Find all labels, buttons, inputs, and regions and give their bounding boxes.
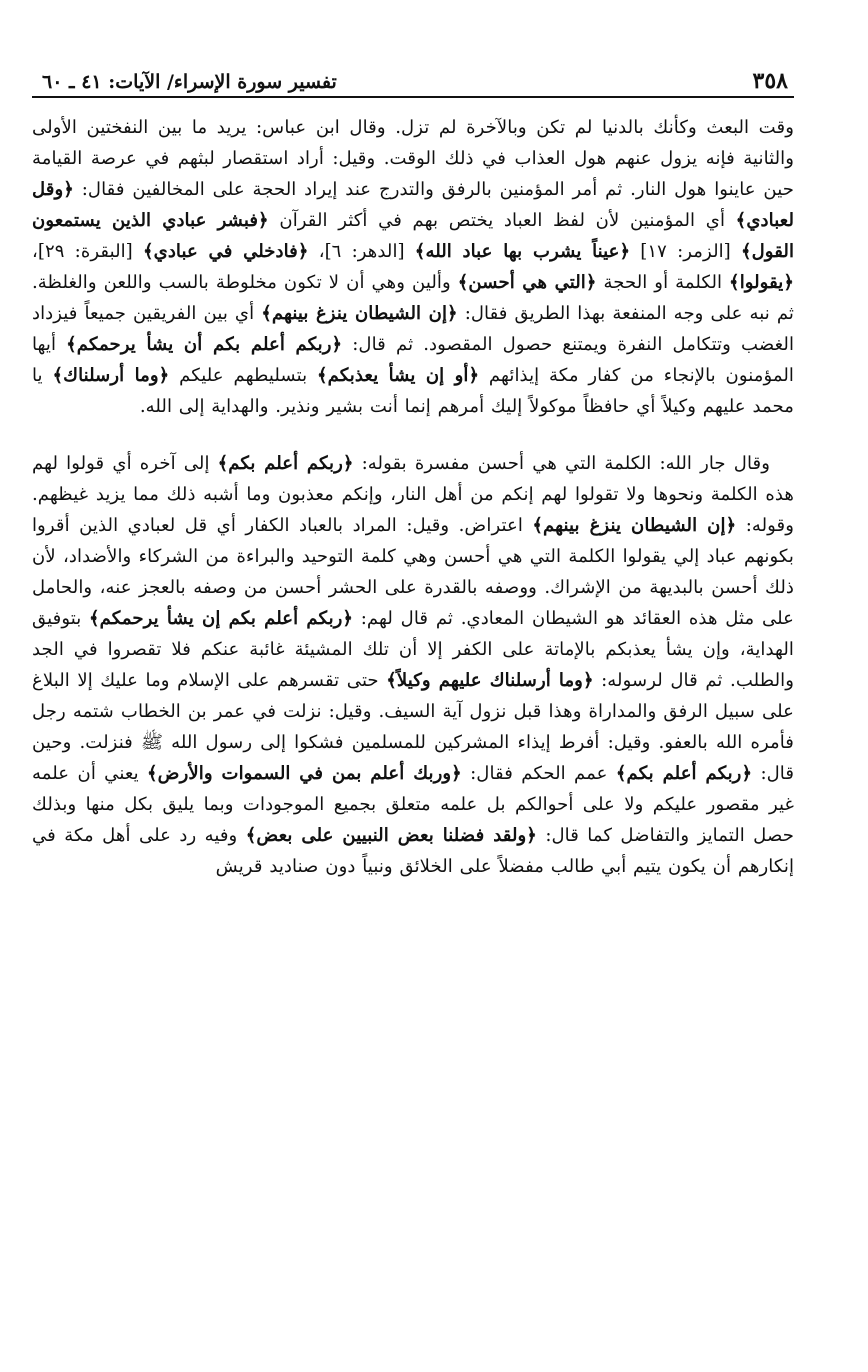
book-page bbox=[32, 64, 794, 1364]
quran-quote: ﴿وقل لعبادي﴾ bbox=[32, 179, 794, 231]
body-text: حتى تقسرهم على الإسلام وما عليك إلا البلاغ على سبيل الرفق والمداراة وهذا قبل نزول آية السيف. وقيل: نزلت في عمر بن الخطاب شتمه رجل فأمره الله بالعفو. وقيل: أفرط إيذاء المشركين للمسلمين فشكوا إلى رسول الله ﷺ فنزلت. وحين قال: bbox=[32, 670, 795, 784]
quran-quote: ﴿وما أرسلناك عليهم وكيلاً﴾ bbox=[386, 670, 594, 691]
body-text: عمم الحكم فقال: bbox=[461, 763, 616, 784]
quran-quote: ﴿يقولوا﴾ bbox=[729, 272, 794, 293]
quran-quote: ﴿ربكم أعلم بكم أن يشأ يرحمكم﴾ bbox=[66, 334, 343, 355]
body-text: بتسليطهم عليكم bbox=[169, 365, 317, 386]
body-text: إلى آخره أي قولوا لهم هذه الكلمة ونحوها ولا تقولوا لهم إنكم من أهل النار، وإنكم معذبون وما أشبه ذلك مما يزيد غيظهم. وقوله: bbox=[32, 453, 794, 536]
body-text: أي بين الفريقين جميعاً فيزداد الغضب وتتكامل النفرة ويمتنع حصول المقصود. ثم قال: bbox=[32, 303, 794, 355]
quran-quote: ﴿فادخلي في عبادي﴾ bbox=[142, 241, 309, 262]
paragraph-2 bbox=[32, 448, 794, 882]
body-text: اعتراض. وقيل: المراد بالعباد الكفار أي قل لعبادي الذين أقروا بكونهم عباد إلي يقولوا الكلمة التي هي أحسن وهي كلمة التوحيد والبراءة من الشركاء والأضداد، لأن ذلك أحسن بالبديهة من الإشراك. ووصفه بالقدرة على الحشر أحسن من وصفه بالعجز عنه، والحامل على مثل هذه العقائد هو الشيطان المعادي. ثم قال لهم: bbox=[32, 515, 795, 629]
quran-quote: ﴿عيناً يشرب بها عباد الله﴾ bbox=[414, 241, 631, 262]
quran-quote: ﴿وما أرسلناك﴾ bbox=[52, 365, 170, 386]
body-text: [الدهر: ٦]، bbox=[308, 241, 415, 262]
quran-quote: ﴿وربك أعلم بمن في السموات والأرض﴾ bbox=[147, 763, 462, 784]
quran-quote: ﴿التي هي أحسن﴾ bbox=[457, 272, 597, 293]
quran-quote: ﴿إن الشيطان ينزغ بينهم﴾ bbox=[532, 515, 737, 536]
body-text: يا محمد عليهم وكيلاً أي حافظاً موكولاً إليك أمرهم إنما أنت بشير ونذير. والهداية إلى الله. bbox=[32, 365, 794, 417]
body-text: بتوفيق الهداية، وإن يشأ يعذبكم بالإماتة على الكفر إلا أن تلك المشيئة غائبة عنكم فلا تقصروا في الجد والطلب. ثم قال لرسوله: bbox=[32, 608, 794, 691]
body-text: يعني أن علمه غير مقصور عليكم ولا على أحوالكم بل علمه متعلق بجميع الموجودات وبما يليق بكل منها وبذلك حصل التمايز والتفاضل كما قال: bbox=[32, 763, 794, 846]
quran-quote: ﴿فبشر عبادي الذين يستمعون القول﴾ bbox=[32, 210, 794, 262]
quran-quote: ﴿أو إن يشأ يعذبكم﴾ bbox=[317, 365, 480, 386]
body-text: وقت البعث وكأنك بالدنيا لم تكن وبالآخرة لم تزل. وقال ابن عباس: يريد ما بين النفختين الأولى والثانية فإنه يزول عنهم هول العذاب في ذلك الوقت. وقيل: أراد استقصار لبثهم في عرصة القيامة حين عاينوا هول النار. ثم أمر المؤمنين بالرفق والتدرج عند إيراد الحجة على المخالفين فقال: bbox=[32, 117, 794, 200]
body-text: أي المؤمنين لأن لفظ العباد يختص بهم في أكثر القرآن bbox=[268, 210, 736, 231]
page-number: ٣٥٨ bbox=[752, 68, 788, 94]
quran-quote: ﴿ربكم أعلم بكم﴾ bbox=[615, 763, 753, 784]
body-text: وألين وهي أن لا تكون مخلوطة بالسب واللعن والغلظة. ثم نبه على وجه المنفعة بهذا الطريق فقال: bbox=[32, 272, 794, 324]
quran-quote: ﴿ربكم أعلم بكم﴾ bbox=[217, 453, 354, 474]
body-text: وفيه رد على أهل مكة في إنكارهم أن يكون يتيم أبي طالب مفضلاً على الخلائق ونبياً دون صناديد قريش bbox=[32, 825, 794, 877]
body-text: الكلمة أو الحجة bbox=[596, 272, 730, 293]
body-text: [البقرة: ٢٩]، bbox=[32, 241, 143, 262]
running-title: تفسير سورة الإسراء/ الآيات: ٤١ ـ ٦٠ bbox=[42, 71, 337, 93]
paragraph-1 bbox=[32, 112, 794, 422]
quran-quote: ﴿ولقد فضلنا بعض النبيين على بعض﴾ bbox=[245, 825, 537, 846]
page-header bbox=[32, 64, 794, 98]
body-text: أيها المؤمنون بالإنجاء من كفار مكة إيذائهم bbox=[32, 334, 794, 386]
quran-quote: ﴿ربكم أعلم بكم إن يشأ يرحمكم﴾ bbox=[89, 608, 354, 629]
body-text: [الزمر: ١٧] bbox=[630, 241, 741, 262]
quran-quote: ﴿إن الشيطان ينزغ بينهم﴾ bbox=[261, 303, 458, 324]
body-text: وقال جار الله: الكلمة التي هي أحسن مفسرة بقوله: bbox=[353, 453, 771, 474]
